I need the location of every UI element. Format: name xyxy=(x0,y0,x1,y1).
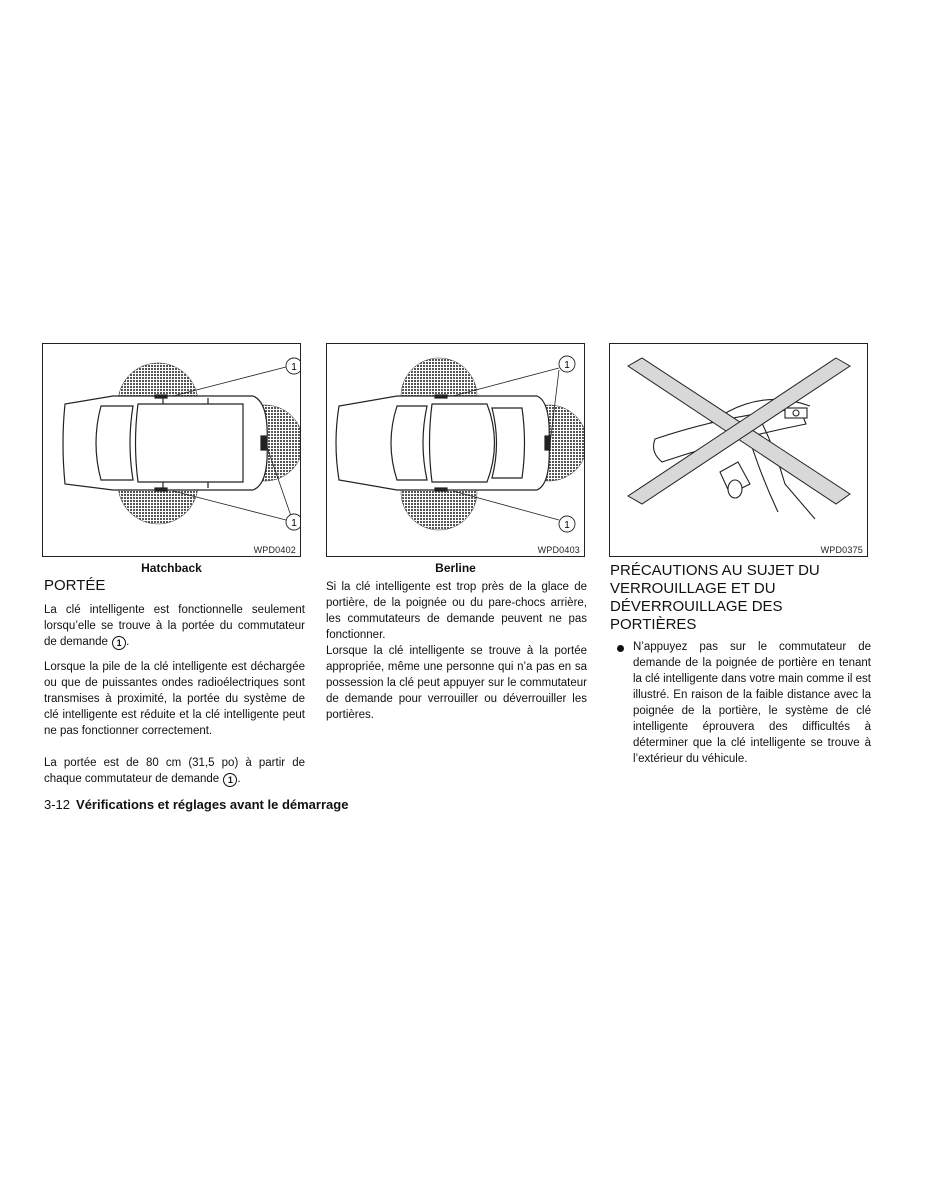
callout-1-top xyxy=(286,358,301,374)
sedan-figure xyxy=(326,343,585,557)
figure-caption-sedan: Berline xyxy=(435,561,476,575)
paragraph-range-battery xyxy=(44,659,305,739)
figure-caption-hatchback: Hatchback xyxy=(141,561,202,575)
callout-1-bottom xyxy=(559,516,575,532)
handle-warning-figure xyxy=(609,343,868,557)
paragraph-range-intro xyxy=(44,602,305,650)
svg-text:1: 1 xyxy=(564,360,570,371)
figure-code: WPD0403 xyxy=(537,545,580,555)
callout-1-icon: 1 xyxy=(223,773,237,787)
paragraph-range-distance xyxy=(44,755,305,787)
paragraph-text: La portée est de 80 cm (31,5 po) à partir de chaque commutateur de demande xyxy=(44,757,305,785)
sedan-diagram xyxy=(327,344,585,557)
paragraph-text: Si la clé intelligente est trop près de la glace de portière, de la poignée ou du pare-chocs arrière, les commutateurs de demande peuvent ne pas fonctionner. xyxy=(326,581,587,641)
section-title: Vérifications et réglages avant le démarrage xyxy=(76,797,349,812)
paragraph-end: . xyxy=(126,636,130,648)
section-heading-precautions: PRÉCAUTIONS AU SUJET DU VERROUILLAGE ET DU DÉVERROUILLAGE DES PORTIÈRES xyxy=(610,562,820,633)
page-number: 3-12 xyxy=(44,797,71,812)
paragraph-text: Lorsque la pile de la clé intelligente est déchargée ou que de puissantes ondes radioélectriques sont transmises à proximité, la portée du système de clé intelligente est réduite et la clé intelligente peut ne pas fonctionner correctement. xyxy=(44,661,305,737)
svg-text:1: 1 xyxy=(564,520,570,531)
paragraph-end: . xyxy=(237,773,241,785)
paragraph-too-close xyxy=(326,579,587,643)
callout-1-icon: 1 xyxy=(112,636,126,650)
svg-text:1: 1 xyxy=(291,518,297,529)
svg-text:1: 1 xyxy=(291,362,297,373)
callout-1-top xyxy=(559,356,575,372)
callout-1-bottom xyxy=(286,514,301,530)
paragraph-text: La clé intelligente est fonctionnelle seulement lorsqu’elle se trouve à la portée du commutateur de demande xyxy=(44,604,305,648)
bullet-paragraph-precaution xyxy=(633,639,871,767)
car-sedan xyxy=(336,395,550,491)
paragraph-text: N’appuyez pas sur le commutateur de demande de la poignée de portière en tenant la clé intelligente dans votre main comme il est illustré. En raison de la faible distance avec la poignée de la portière, le système de clé intelligente éprouvera des difficultés à déterminer que la clé intelligente se trouve à l’extérieur du véhicule. xyxy=(633,641,871,765)
car-hatchback xyxy=(63,395,267,491)
handle-warning-diagram xyxy=(610,344,868,557)
paragraph-anyone-can-press xyxy=(326,643,587,723)
section-heading-range: PORTÉE xyxy=(44,577,106,594)
figure-code: WPD0402 xyxy=(253,545,296,555)
paragraph-text: Lorsque la clé intelligente se trouve à la portée appropriée, même une personne qui n’a pas en sa possession la clé peut appuyer sur le commutateur de demande pour verrouiller ou déverrouiller les portières. xyxy=(326,645,587,721)
page-footer xyxy=(44,797,348,812)
hatchback-diagram xyxy=(43,344,301,557)
bullet-icon xyxy=(617,645,624,652)
figure-code: WPD0375 xyxy=(820,545,863,555)
hatchback-figure xyxy=(42,343,301,557)
